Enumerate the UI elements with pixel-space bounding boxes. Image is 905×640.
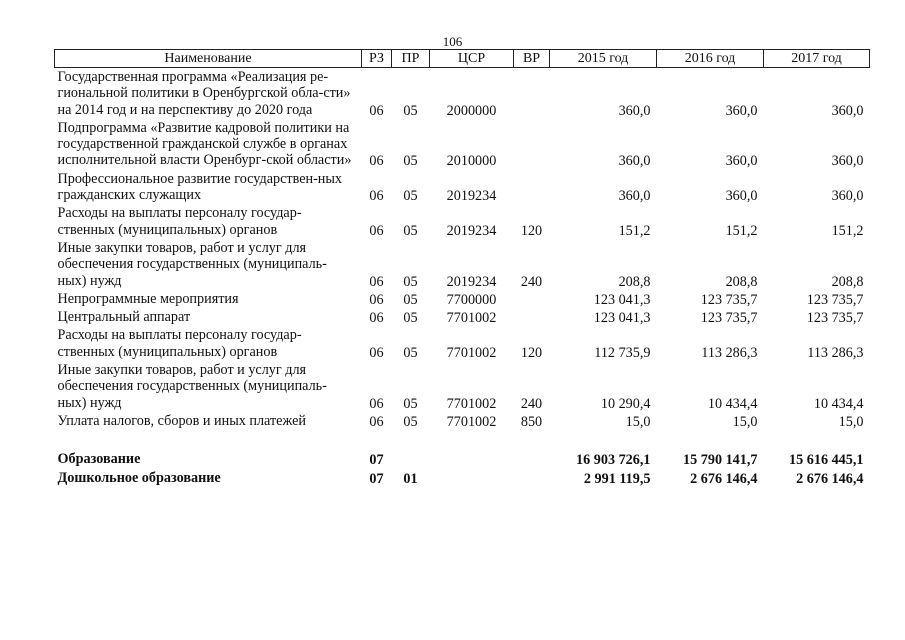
cell-name: Подпрограмма «Развитие кадровой политики на государственной гражданской службе в органах исполнительной власти Оренбург-ской области»	[57, 119, 352, 169]
cell-pr: 05	[403, 273, 418, 290]
cell-2017: 123 735,7	[806, 310, 864, 327]
cell-name: Расходы на выплаты персоналу государ-ственных (муниципальных) органов	[57, 327, 302, 360]
cell-2016: 151,2	[725, 222, 758, 239]
cell-2017: 208,8	[831, 273, 864, 290]
cell-vr: 240	[520, 395, 543, 412]
table-row	[55, 290, 870, 308]
cell-2016: 208,8	[725, 273, 758, 290]
cell-vr: 120	[520, 344, 543, 361]
cell-2017: 360,0	[831, 188, 864, 205]
cell-pr: 05	[403, 102, 418, 119]
table-row	[55, 412, 870, 430]
header-rz: РЗ	[362, 50, 392, 68]
cell-name: Иные закупки товаров, работ и услуг для обеспечения государственных (муниципаль-ных) нужд	[57, 362, 327, 411]
cell-name: Иные закупки товаров, работ и услуг для обеспечения государственных (муниципаль-ных) нужд	[57, 239, 327, 289]
table-row	[55, 361, 870, 412]
cell-2015: 10 290,4	[600, 395, 651, 412]
cell-pr: 05	[403, 291, 418, 308]
cell-2016: 360,0	[725, 153, 758, 170]
table-row	[55, 308, 870, 326]
budget-table	[54, 49, 870, 487]
cell-csr	[430, 469, 514, 487]
cell-vr	[514, 308, 550, 326]
cell-name: Расходы на выплаты персоналу государ-ственных (муниципальных) органов	[57, 205, 302, 238]
table-row	[55, 68, 870, 119]
cell-csr: 2019234	[446, 222, 497, 239]
cell-2015: 112 735,9	[594, 344, 651, 361]
cell-2016: 123 735,7	[700, 310, 758, 327]
table-header-row	[55, 50, 870, 68]
cell-name: Профессиональное развитие государствен-ных гражданских служащих	[57, 170, 343, 204]
cell-pr: 01	[403, 470, 418, 487]
cell-2016: 123 735,7	[700, 291, 758, 308]
cell-rz: 06	[369, 344, 384, 361]
cell-name: Дошкольное образование	[57, 469, 221, 486]
page-number: 106	[442, 34, 463, 49]
table-row	[55, 239, 870, 290]
cell-2016: 360,0	[725, 188, 758, 205]
cell-csr: 2019234	[446, 273, 497, 290]
header-2016: 2016 год	[657, 50, 764, 68]
cell-vr	[514, 450, 550, 468]
cell-pr: 05	[403, 395, 418, 412]
cell-name: Непрограммные мероприятия	[57, 290, 239, 307]
cell-rz: 06	[369, 413, 384, 430]
cell-rz: 06	[369, 153, 384, 170]
cell-pr	[392, 450, 430, 468]
cell-2015: 360,0	[618, 188, 651, 205]
cell-vr: 850	[520, 413, 543, 430]
table-row	[55, 170, 870, 205]
cell-pr: 05	[403, 310, 418, 327]
cell-2017: 123 735,7	[806, 291, 864, 308]
cell-csr: 7701002	[446, 395, 497, 412]
cell-2015: 360,0	[618, 153, 651, 170]
cell-csr: 7701002	[446, 344, 497, 361]
cell-csr	[430, 450, 514, 468]
cell-2016: 113 286,3	[701, 344, 758, 361]
cell-csr: 2019234	[446, 188, 497, 205]
header-pr: ПР	[392, 50, 430, 68]
cell-vr: 120	[520, 222, 543, 239]
table-row	[55, 450, 870, 468]
table-row	[55, 119, 870, 170]
header-vr: ВР	[514, 50, 550, 68]
cell-2016: 2 676 146,4	[690, 470, 758, 487]
table-row	[55, 469, 870, 487]
cell-2015: 15,0	[625, 413, 651, 430]
cell-2017: 2 676 146,4	[796, 470, 864, 487]
cell-2015: 2 991 119,5	[583, 470, 651, 487]
cell-2017: 360,0	[831, 153, 864, 170]
spacer-cell	[55, 430, 870, 450]
cell-rz: 06	[369, 222, 384, 239]
cell-2016: 15,0	[732, 413, 758, 430]
cell-2015: 151,2	[618, 222, 651, 239]
cell-2016: 360,0	[725, 102, 758, 119]
cell-2015: 208,8	[618, 273, 651, 290]
cell-pr: 05	[403, 188, 418, 205]
cell-pr: 05	[403, 222, 418, 239]
table-row	[55, 326, 870, 361]
table-body	[55, 68, 870, 487]
cell-rz: 07	[369, 470, 384, 487]
cell-2015: 360,0	[618, 102, 651, 119]
cell-csr: 7701002	[446, 310, 497, 327]
cell-2017: 10 434,4	[813, 395, 864, 412]
cell-csr: 2010000	[446, 153, 497, 170]
cell-rz: 06	[369, 291, 384, 308]
cell-pr: 05	[403, 413, 418, 430]
spacer-row	[55, 430, 870, 450]
cell-vr	[514, 469, 550, 487]
cell-2017: 15 616 445,1	[789, 452, 864, 469]
cell-2017: 15,0	[838, 413, 864, 430]
cell-2016: 10 434,4	[707, 395, 758, 412]
cell-pr: 05	[403, 344, 418, 361]
cell-2017: 360,0	[831, 102, 864, 119]
cell-pr: 05	[403, 153, 418, 170]
cell-vr: 240	[520, 273, 543, 290]
cell-rz: 06	[369, 273, 384, 290]
header-2015: 2015 год	[550, 50, 657, 68]
cell-vr	[514, 170, 550, 205]
cell-2016: 15 790 141,7	[683, 452, 758, 469]
cell-rz: 07	[369, 452, 384, 469]
cell-rz: 06	[369, 395, 384, 412]
cell-csr: 7701002	[446, 413, 497, 430]
cell-csr: 7700000	[446, 291, 497, 308]
cell-rz: 06	[369, 102, 384, 119]
cell-name: Центральный аппарат	[57, 309, 191, 326]
header-name: Наименование	[55, 50, 362, 68]
cell-vr	[514, 68, 550, 119]
cell-2015: 123 041,3	[593, 310, 651, 327]
cell-vr	[514, 119, 550, 170]
cell-2015: 123 041,3	[593, 291, 651, 308]
cell-name: Государственная программа «Реализация ре-гиональной политики в Оренбургской обла-сти» на 2014 год и на перспективу до 2020 года	[57, 69, 351, 118]
cell-rz: 06	[369, 188, 384, 205]
cell-name: Образование	[57, 451, 141, 468]
cell-2015: 16 903 726,1	[576, 452, 651, 469]
cell-vr	[514, 290, 550, 308]
cell-name: Уплата налогов, сборов и иных платежей	[57, 412, 306, 429]
cell-2017: 113 286,3	[807, 344, 864, 361]
cell-2017: 151,2	[831, 222, 864, 239]
cell-rz: 06	[369, 310, 384, 327]
table-row	[55, 204, 870, 239]
header-csr: ЦСР	[430, 50, 514, 68]
cell-csr: 2000000	[446, 102, 497, 119]
header-2017: 2017 год	[764, 50, 870, 68]
